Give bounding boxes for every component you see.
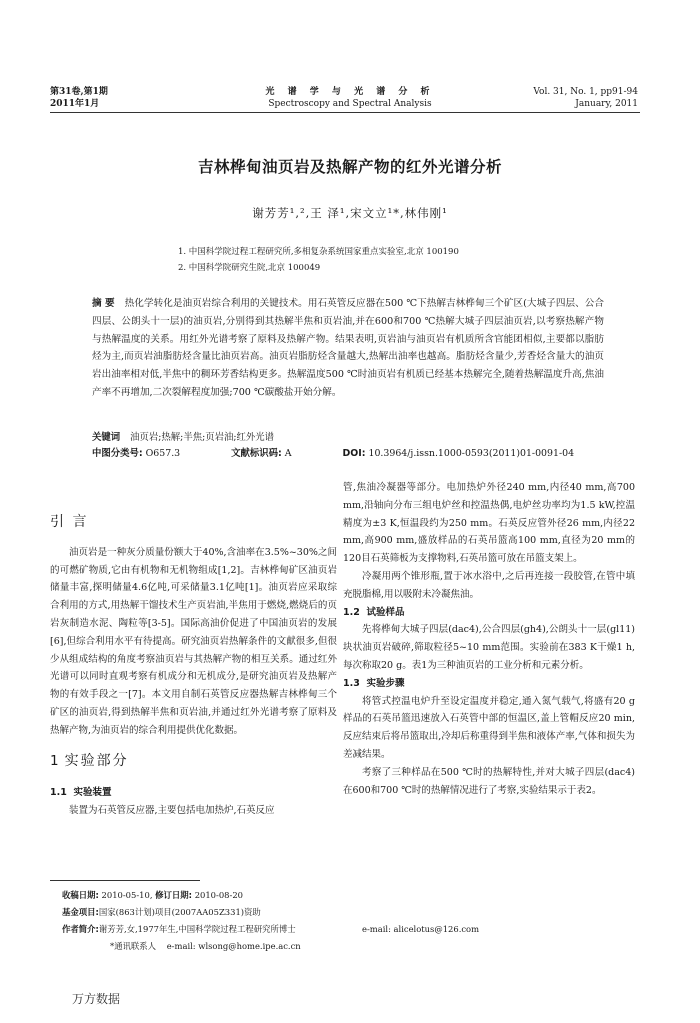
classification-line xyxy=(92,446,652,461)
journal-name-en: Spectroscopy and Spectral Analysis xyxy=(268,99,432,109)
journal-name-cn: 光 谱 学 与 光 谱 分 析 xyxy=(265,87,435,97)
header-issue xyxy=(533,86,638,110)
corresponding-email: e-mail: wlsong@home.ipe.ac.cn xyxy=(166,941,301,951)
header-date-cn: 2011年1月 xyxy=(50,99,100,109)
intro-paragraph: 油页岩是一种灰分质量份额大于40%,含油率在3.5%~30%之间的可燃矿物质,它由有机物和无机物组成[1,2]。吉林桦甸矿区油页岩储量丰富,探明储量4.6亿吨,可采储量3.1亿吨[1]。油页岩应采取综合利用的方式,用热解干馏技术生产页岩油,半焦用于燃烧,燃烧后的页岩灰制造水泥、陶粒等[3-5]。国际高油价促进了中国油页岩的发展[6],但综合利用水平有待提高。研究油页岩热解条件的文献很多,但很少从组成结构的角度考察油页岩与其热解产物的相互关系。通过红外光谱可以同时直观考察有机成分和无机成分,是研究油页岩及热解产物的有效手段之一[7]。本文用自制石英管反应器热解吉林桦甸三个矿区的油页岩,得到热解半焦和页岩油,并通过红外光谱考察了原料及热解产物,为油页岩的综合利用提供优化数据。 xyxy=(50,546,337,736)
affiliation-1: 1. 中国科学院过程工程研究所,多相复杂系统国家重点实验室,北京 100190 xyxy=(178,247,459,257)
affiliations xyxy=(178,244,459,276)
header-volume-cn: 第31卷,第1期 xyxy=(50,87,108,97)
section-1-2-heading: 1.2 试验样品 xyxy=(343,606,405,618)
keywords-text: 油页岩;热解;半焦;页岩油;红外光谱 xyxy=(130,432,275,443)
footnote-divider xyxy=(50,880,200,881)
condenser-paragraph: 冷凝用两个锥形瓶,置于冰水浴中,之后再连接一段胶管,在管中填充脱脂棉,用以吸附未冷凝焦油。 xyxy=(343,570,635,600)
samples-paragraph: 先将桦甸大城子四层(dac4),公合四层(gh4),公朗头十一层(gl11)块状油页岩破碎,筛取粒径5~10 mm范围。实验前在383 K干燥1 h,每次称取20 g。表1为三种油页岩的工业分析和元素分析。 xyxy=(343,624,635,671)
section-1-1-heading: 1.1 实验装置 xyxy=(50,787,112,799)
apparatus-paragraph: 管,焦油冷凝器等部分。电加热炉外径240 mm,内径40 mm,高700 mm,沿轴向分布三组电炉丝和控温热偶,电炉丝功率均为1.5 kW,控温精度为±3 K,恒温段约为250 mm。石英反应管外径26 mm,内径22 mm,高900 mm,盛放样品的石英吊篮高100 mm,直径为20 mm的120目石英筛板为支撑物料,石英吊篮可放在吊篮支架上。 xyxy=(343,482,635,565)
intro-heading: 引 言 xyxy=(50,514,89,530)
document-code: 文献标识码: A xyxy=(231,448,292,459)
clc-code: 中图分类号: O657.3 xyxy=(92,448,181,459)
results-paragraph: 考察了三种样品在500 ℃时的热解特性,并对大城子四层(dac4)在600和700 ℃时的热解情况进行了考察,实验结果示于表2。 xyxy=(343,766,635,796)
doi: DOI: 10.3964/j.issn.1000-0593(2011)01-0091-04 xyxy=(342,448,575,459)
footnote-bio: 作者简介:谢芳芳,女,1977年生,中国科学院过程工程研究所博士 e-mail: alicelotus@126.com xyxy=(62,921,622,938)
section-1-heading: 1 实验部分 xyxy=(50,752,129,769)
affiliation-2: 2. 中国科学院研究生院,北京 100049 xyxy=(178,263,321,273)
abstract xyxy=(92,295,604,402)
keywords-label: 关键词 xyxy=(92,432,121,443)
header-volume-en: Vol. 31, No. 1, pp91-94 xyxy=(533,87,638,97)
keywords xyxy=(92,430,274,445)
abstract-text: 热化学转化是油页岩综合利用的关键技术。用石英管反应器在500 ℃下热解吉林桦甸三个矿区(大城子四层、公合四层、公朗头十一层)的油页岩,分别得到其热解半焦和页岩油,并在600和700 ℃热解大城子四层油页岩,以考察热解产物与热解温度的关系。用红外光谱考察了原料及热解产物。结果表明,页岩油与油页岩有机质所含官能团相似,主要都以脂肪烃为主,而页岩油脂肪烃含量比油页岩高。油页岩脂肪烃含量越大,热解出油率也越高。脂肪烃含量少,芳香烃含量大的油页岩出油率相对低,半焦中的稠环芳香结构更多。热解温度500 ℃时油页岩有机质已经基本热解完全,随着热解温度升高,焦油产率不再增加,二次裂解程度加强;700 ℃碳酸盐开始分解。 xyxy=(92,298,604,398)
section-1-1-paragraph: 装置为石英管反应器,主要包括电加热炉,石英反应 xyxy=(69,805,275,817)
watermark: 万方数据 xyxy=(72,992,121,1006)
footnote-dates: 收稿日期: 2010-05-10, 修订日期: 2010-08-20 xyxy=(62,890,243,900)
author-email: e-mail: alicelotus@126.com xyxy=(362,924,480,934)
author-list: 谢芳芳¹,²,王 泽¹,宋文立¹*,林伟刚¹ xyxy=(252,206,448,220)
section-1-3-heading: 1.3 实验步骤 xyxy=(343,677,405,689)
left-column xyxy=(50,514,337,820)
footnote-fund: 基金项目:国家(863计划)项目(2007AA05Z331)资助 xyxy=(62,907,261,917)
right-column xyxy=(343,479,635,799)
footnote-corresponding: *通讯联系人 e-mail: wlsong@home.ipe.ac.cn xyxy=(110,941,301,951)
abstract-label: 摘 要 xyxy=(92,298,115,309)
footnotes xyxy=(62,887,622,955)
paper-title: 吉林桦甸油页岩及热解产物的红外光谱分析 xyxy=(197,158,502,176)
header-date-en: January, 2011 xyxy=(575,99,638,109)
header-divider xyxy=(50,112,640,113)
procedure-paragraph: 将管式控温电炉升至设定温度并稳定,通入氮气载气,将盛有20 g样品的石英吊篮迅速放入石英管中部的恒温区,盖上管帽反应20 min,反应结束后将吊篮取出,冷却后称重得到半焦和液体产率,气体和损失为差减结果。 xyxy=(343,695,635,760)
